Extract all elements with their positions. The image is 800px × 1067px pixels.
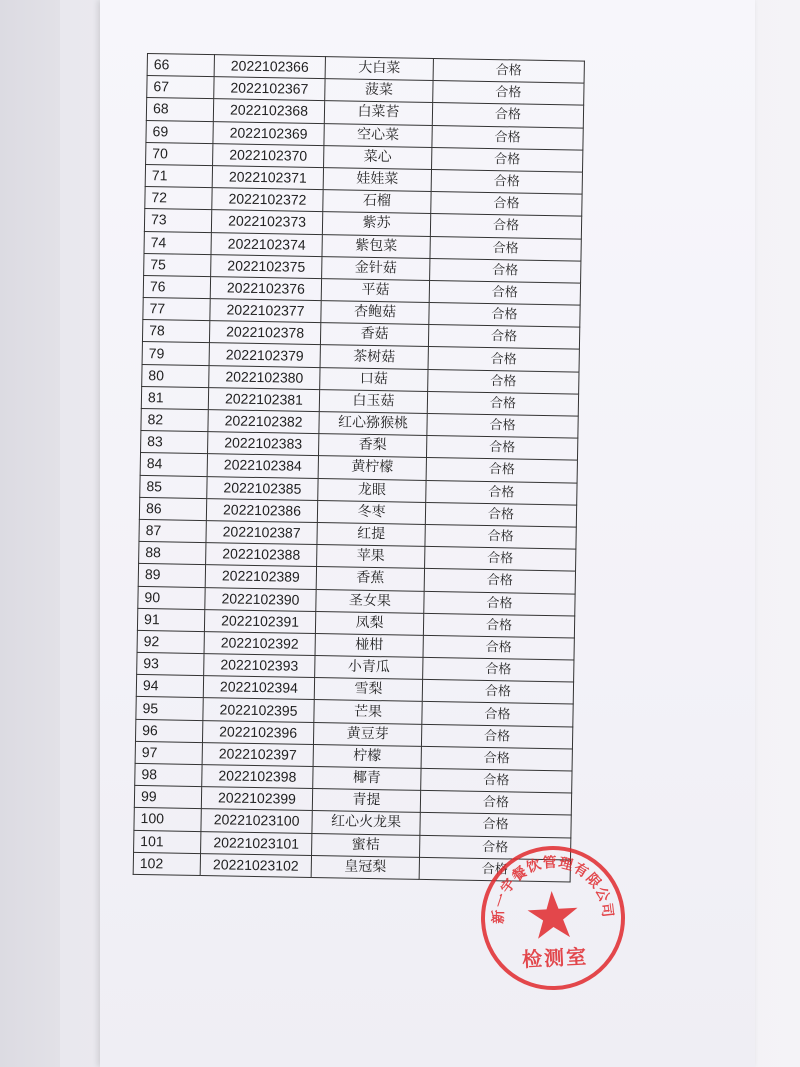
test-result: 合格 — [425, 547, 576, 572]
test-result: 合格 — [425, 524, 576, 549]
seal-star-icon — [527, 890, 579, 940]
row-number: 72 — [145, 187, 212, 210]
sample-id: 2022102376 — [210, 277, 321, 301]
sample-id: 2022102385 — [207, 476, 318, 500]
sample-id: 2022102398 — [202, 765, 313, 789]
sample-id: 2022102366 — [214, 55, 325, 79]
sample-id: 2022102372 — [212, 188, 323, 212]
seal-ring-text: 新一宇餐饮管理有限公司 — [490, 854, 616, 924]
row-number: 99 — [134, 786, 201, 809]
sample-name: 大白菜 — [325, 57, 433, 81]
sample-name: 娃娃菜 — [323, 168, 431, 192]
test-result: 合格 — [420, 791, 571, 816]
row-number: 76 — [143, 275, 210, 298]
sample-id: 2022102397 — [202, 742, 313, 766]
row-number: 78 — [142, 320, 209, 343]
sample-id: 2022102380 — [209, 365, 320, 389]
row-number: 86 — [139, 497, 206, 520]
sample-id: 2022102393 — [204, 654, 315, 678]
test-result: 合格 — [422, 702, 573, 727]
sample-id: 2022102388 — [206, 543, 317, 567]
company-seal — [474, 839, 632, 997]
test-result: 合格 — [424, 591, 575, 616]
row-number: 71 — [145, 164, 212, 187]
sample-name: 菠菜 — [325, 79, 433, 103]
test-result: 合格 — [421, 724, 572, 749]
sample-name: 白玉菇 — [319, 389, 427, 413]
sample-id: 2022102368 — [213, 99, 324, 123]
sample-name: 红提 — [317, 522, 425, 546]
sample-name: 紫苏 — [322, 212, 430, 236]
sample-id: 2022102386 — [206, 498, 317, 522]
test-result: 合格 — [432, 103, 583, 128]
sample-id: 2022102373 — [211, 210, 322, 234]
row-number: 97 — [135, 741, 202, 764]
test-result: 合格 — [419, 857, 570, 882]
sample-name: 柠檬 — [313, 744, 421, 768]
row-number: 98 — [135, 763, 202, 786]
test-result: 合格 — [420, 835, 571, 860]
test-result: 合格 — [421, 768, 572, 793]
test-result: 合格 — [433, 81, 584, 106]
sample-name: 雪梨 — [314, 678, 422, 702]
test-result: 合格 — [429, 303, 580, 328]
test-result: 合格 — [428, 347, 579, 372]
test-result: 合格 — [431, 192, 582, 217]
sample-id: 2022102370 — [213, 143, 324, 167]
test-result: 合格 — [430, 236, 581, 261]
sample-id: 2022102399 — [201, 787, 312, 811]
row-number: 93 — [137, 652, 204, 675]
sample-id: 2022102394 — [203, 676, 314, 700]
sample-id: 2022102396 — [202, 720, 313, 744]
row-number: 73 — [144, 209, 211, 232]
sample-id: 20221023101 — [201, 831, 312, 855]
test-result: 合格 — [432, 147, 583, 172]
row-number: 70 — [146, 142, 213, 165]
row-number: 96 — [135, 719, 202, 742]
sample-id: 2022102377 — [210, 299, 321, 323]
sample-name: 红心猕猴桃 — [319, 412, 427, 436]
row-number: 85 — [140, 475, 207, 498]
row-number: 81 — [141, 386, 208, 409]
test-result: 合格 — [429, 280, 580, 305]
sample-name: 石榴 — [323, 190, 431, 214]
sample-name: 杏鲍菇 — [321, 301, 429, 325]
sample-name: 茶树菇 — [320, 345, 428, 369]
test-result: 合格 — [422, 680, 573, 705]
test-result: 合格 — [421, 746, 572, 771]
sample-name: 青提 — [312, 789, 420, 813]
row-number: 79 — [142, 342, 209, 365]
test-result: 合格 — [427, 391, 578, 416]
sample-id: 2022102390 — [205, 587, 316, 611]
sample-name: 香蕉 — [316, 567, 424, 591]
sample-id: 2022102384 — [207, 454, 318, 478]
row-number: 89 — [138, 564, 205, 587]
test-result: 合格 — [431, 169, 582, 194]
sample-name: 椪柑 — [315, 633, 423, 657]
sample-name: 小青瓜 — [315, 656, 423, 680]
sample-id: 2022102391 — [204, 609, 315, 633]
sample-id: 2022102381 — [208, 387, 319, 411]
test-result: 合格 — [423, 657, 574, 682]
row-number: 69 — [146, 120, 213, 143]
sample-id: 2022102369 — [213, 121, 324, 145]
sample-id: 20221023102 — [200, 853, 311, 877]
sample-name: 苹果 — [317, 545, 425, 569]
test-result: 合格 — [430, 258, 581, 283]
test-result: 合格 — [428, 369, 579, 394]
sample-name: 蜜桔 — [312, 833, 420, 857]
sample-name: 椰青 — [313, 767, 421, 791]
row-number: 77 — [143, 298, 210, 321]
test-result: 合格 — [430, 214, 581, 239]
sample-name: 龙眼 — [318, 478, 426, 502]
sample-id: 2022102395 — [203, 698, 314, 722]
row-number: 66 — [147, 54, 214, 77]
sample-name: 菜心 — [324, 145, 432, 169]
row-number: 90 — [138, 586, 205, 609]
sample-id: 2022102392 — [204, 631, 315, 655]
sample-name: 平菇 — [321, 278, 429, 302]
sample-name: 皇冠梨 — [311, 855, 419, 879]
sample-name: 红心火龙果 — [312, 811, 420, 835]
seal-center-text: 检测室 — [521, 944, 589, 972]
row-number: 88 — [139, 542, 206, 565]
test-result: 合格 — [426, 458, 577, 483]
test-result: 合格 — [426, 480, 577, 505]
row-number: 87 — [139, 519, 206, 542]
sample-name: 紫包菜 — [322, 234, 430, 258]
row-number: 82 — [141, 408, 208, 431]
row-number: 91 — [137, 608, 204, 631]
sample-id: 2022102389 — [205, 565, 316, 589]
row-number: 74 — [144, 231, 211, 254]
row-number: 94 — [136, 675, 203, 698]
test-result: 合格 — [426, 436, 577, 461]
row-number: 92 — [137, 630, 204, 653]
inspection-results-table — [133, 53, 585, 882]
sample-id: 2022102371 — [212, 166, 323, 190]
sample-name: 芒果 — [314, 700, 422, 724]
row-number: 95 — [136, 697, 203, 720]
sample-id: 2022102367 — [214, 77, 325, 101]
row-number: 67 — [147, 76, 214, 99]
row-number: 102 — [133, 852, 200, 875]
sample-id: 2022102375 — [211, 254, 322, 278]
sample-name: 金针菇 — [322, 256, 430, 280]
row-number: 83 — [141, 431, 208, 454]
test-result: 合格 — [433, 59, 584, 84]
test-result: 合格 — [423, 613, 574, 638]
sample-name: 黄柠檬 — [318, 456, 426, 480]
row-number: 84 — [140, 453, 207, 476]
row-number: 100 — [134, 808, 201, 831]
sample-name: 圣女果 — [316, 589, 424, 613]
sample-id: 2022102374 — [211, 232, 322, 256]
sample-name: 空心菜 — [324, 123, 432, 147]
row-number: 75 — [144, 253, 211, 276]
test-result: 合格 — [420, 813, 571, 838]
sample-name: 香梨 — [318, 434, 426, 458]
sample-id: 20221023100 — [201, 809, 312, 833]
sample-name: 黄豆芽 — [313, 722, 421, 746]
sample-id: 2022102382 — [208, 410, 319, 434]
sample-name: 白菜苔 — [324, 101, 432, 125]
sample-id: 2022102379 — [209, 343, 320, 367]
test-result: 合格 — [427, 413, 578, 438]
sample-name: 凤梨 — [315, 611, 423, 635]
test-result: 合格 — [428, 325, 579, 350]
sample-name: 口菇 — [320, 367, 428, 391]
row-number: 68 — [146, 98, 213, 121]
test-result: 合格 — [432, 125, 583, 150]
sample-id: 2022102383 — [208, 432, 319, 456]
sample-id: 2022102378 — [209, 321, 320, 345]
row-number: 80 — [142, 364, 209, 387]
test-result: 合格 — [424, 569, 575, 594]
test-result: 合格 — [423, 635, 574, 660]
sample-name: 冬枣 — [317, 500, 425, 524]
test-result: 合格 — [425, 502, 576, 527]
row-number: 101 — [134, 830, 201, 853]
sample-id: 2022102387 — [206, 521, 317, 545]
sample-name: 香菇 — [320, 323, 428, 347]
